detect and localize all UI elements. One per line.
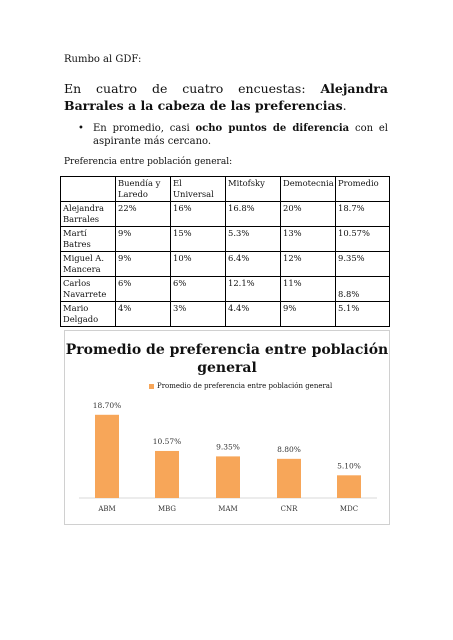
table-cell: 9.35%: [336, 252, 390, 277]
table-cell: Carlos Navarrete: [61, 277, 116, 302]
table-cell: 6%: [171, 277, 226, 302]
x-tick-label: MDC: [339, 505, 359, 513]
chart-bar-abm: [95, 415, 119, 498]
table-cell: 6%: [116, 277, 171, 302]
chart-bar-mdc: [337, 475, 361, 498]
table-cell: 12%: [281, 252, 336, 277]
table-cell: 9%: [116, 227, 171, 252]
table-cell: 11%: [281, 277, 336, 302]
table-cell: 6.4%: [226, 252, 281, 277]
intro-line: Rumbo al GDF:: [64, 54, 142, 65]
table-row: [61, 227, 390, 252]
table-cell: 13%: [281, 227, 336, 252]
x-tick-label: CNR: [280, 505, 298, 513]
table-header-cell: [61, 177, 116, 202]
chart-data-label: 9.35%: [216, 442, 240, 452]
chart-data-label: 18.70%: [92, 400, 122, 410]
table-cell: 12.1%: [226, 277, 281, 302]
table-cell: 5.1%: [336, 302, 390, 327]
legend-label: Promedio de preferencia entre población general: [157, 382, 333, 390]
x-tick-label: MAM: [218, 505, 238, 513]
chart-plot-area: [65, 331, 389, 524]
table-cell: Mario Delgado: [61, 302, 116, 327]
x-tick-label: MBG: [157, 505, 177, 513]
x-tick-label: ABM: [98, 505, 116, 513]
headline: [64, 80, 388, 114]
table-header-cell: Promedio: [336, 177, 390, 202]
table-caption: Preferencia entre población general:: [64, 157, 233, 167]
chart-title: Promedio de preferencia entre población general: [65, 342, 389, 376]
table-cell: 16%: [171, 202, 226, 227]
table-row: [61, 277, 390, 302]
table-cell: Alejandra Barrales: [61, 202, 116, 227]
table-header-cell: Mitofsky: [226, 177, 281, 202]
headline-prefix: En cuatro de cuatro encuestas:: [64, 81, 321, 96]
chart-bar-mbg: [155, 451, 179, 498]
table-cell: 9%: [116, 252, 171, 277]
chart-bar-mam: [216, 456, 240, 498]
chart-data-label: 10.57%: [152, 436, 182, 446]
table-cell: 3%: [171, 302, 226, 327]
chart-data-label: 8.80%: [277, 444, 301, 454]
table-cell: 8.8%: [336, 277, 390, 302]
table-header-row: [61, 177, 390, 202]
table-cell: 5.3%: [226, 227, 281, 252]
table-row: [61, 302, 390, 327]
table-row: [61, 202, 390, 227]
chart-bar-cnr: [277, 459, 301, 498]
table-header-cell: Buendía y Laredo: [116, 177, 171, 202]
headline-bold: Alejandra Barrales a la cabeza de las preferencias: [64, 81, 388, 113]
bar-chart: [64, 330, 390, 525]
table-cell: 22%: [116, 202, 171, 227]
table-header-cell: El Universal: [171, 177, 226, 202]
table-cell: 20%: [281, 202, 336, 227]
bullet-suffix: con el aspirante más cercano.: [93, 123, 388, 147]
bullet-text: [93, 122, 388, 148]
table-cell: Miguel A. Mancera: [61, 252, 116, 277]
table-cell: 10%: [171, 252, 226, 277]
bullet-bold: ocho puntos de diferencia: [195, 123, 350, 134]
table-cell: 9%: [281, 302, 336, 327]
table-row: [61, 252, 390, 277]
table-cell: 4%: [116, 302, 171, 327]
table-cell: Martí Batres: [61, 227, 116, 252]
table-cell: 4.4%: [226, 302, 281, 327]
preference-table: [60, 176, 390, 327]
table-cell: 16.8%: [226, 202, 281, 227]
bullet-prefix: En promedio, casi: [93, 123, 196, 134]
table-cell: 10.57%: [336, 227, 390, 252]
chart-data-label: 5.10%: [337, 461, 361, 471]
table-header-cell: Demotecnia: [281, 177, 336, 202]
bullet-dot-icon: •: [78, 123, 84, 134]
table-cell: 15%: [171, 227, 226, 252]
table-cell: 18.7%: [336, 202, 390, 227]
headline-suffix: .: [342, 98, 347, 113]
